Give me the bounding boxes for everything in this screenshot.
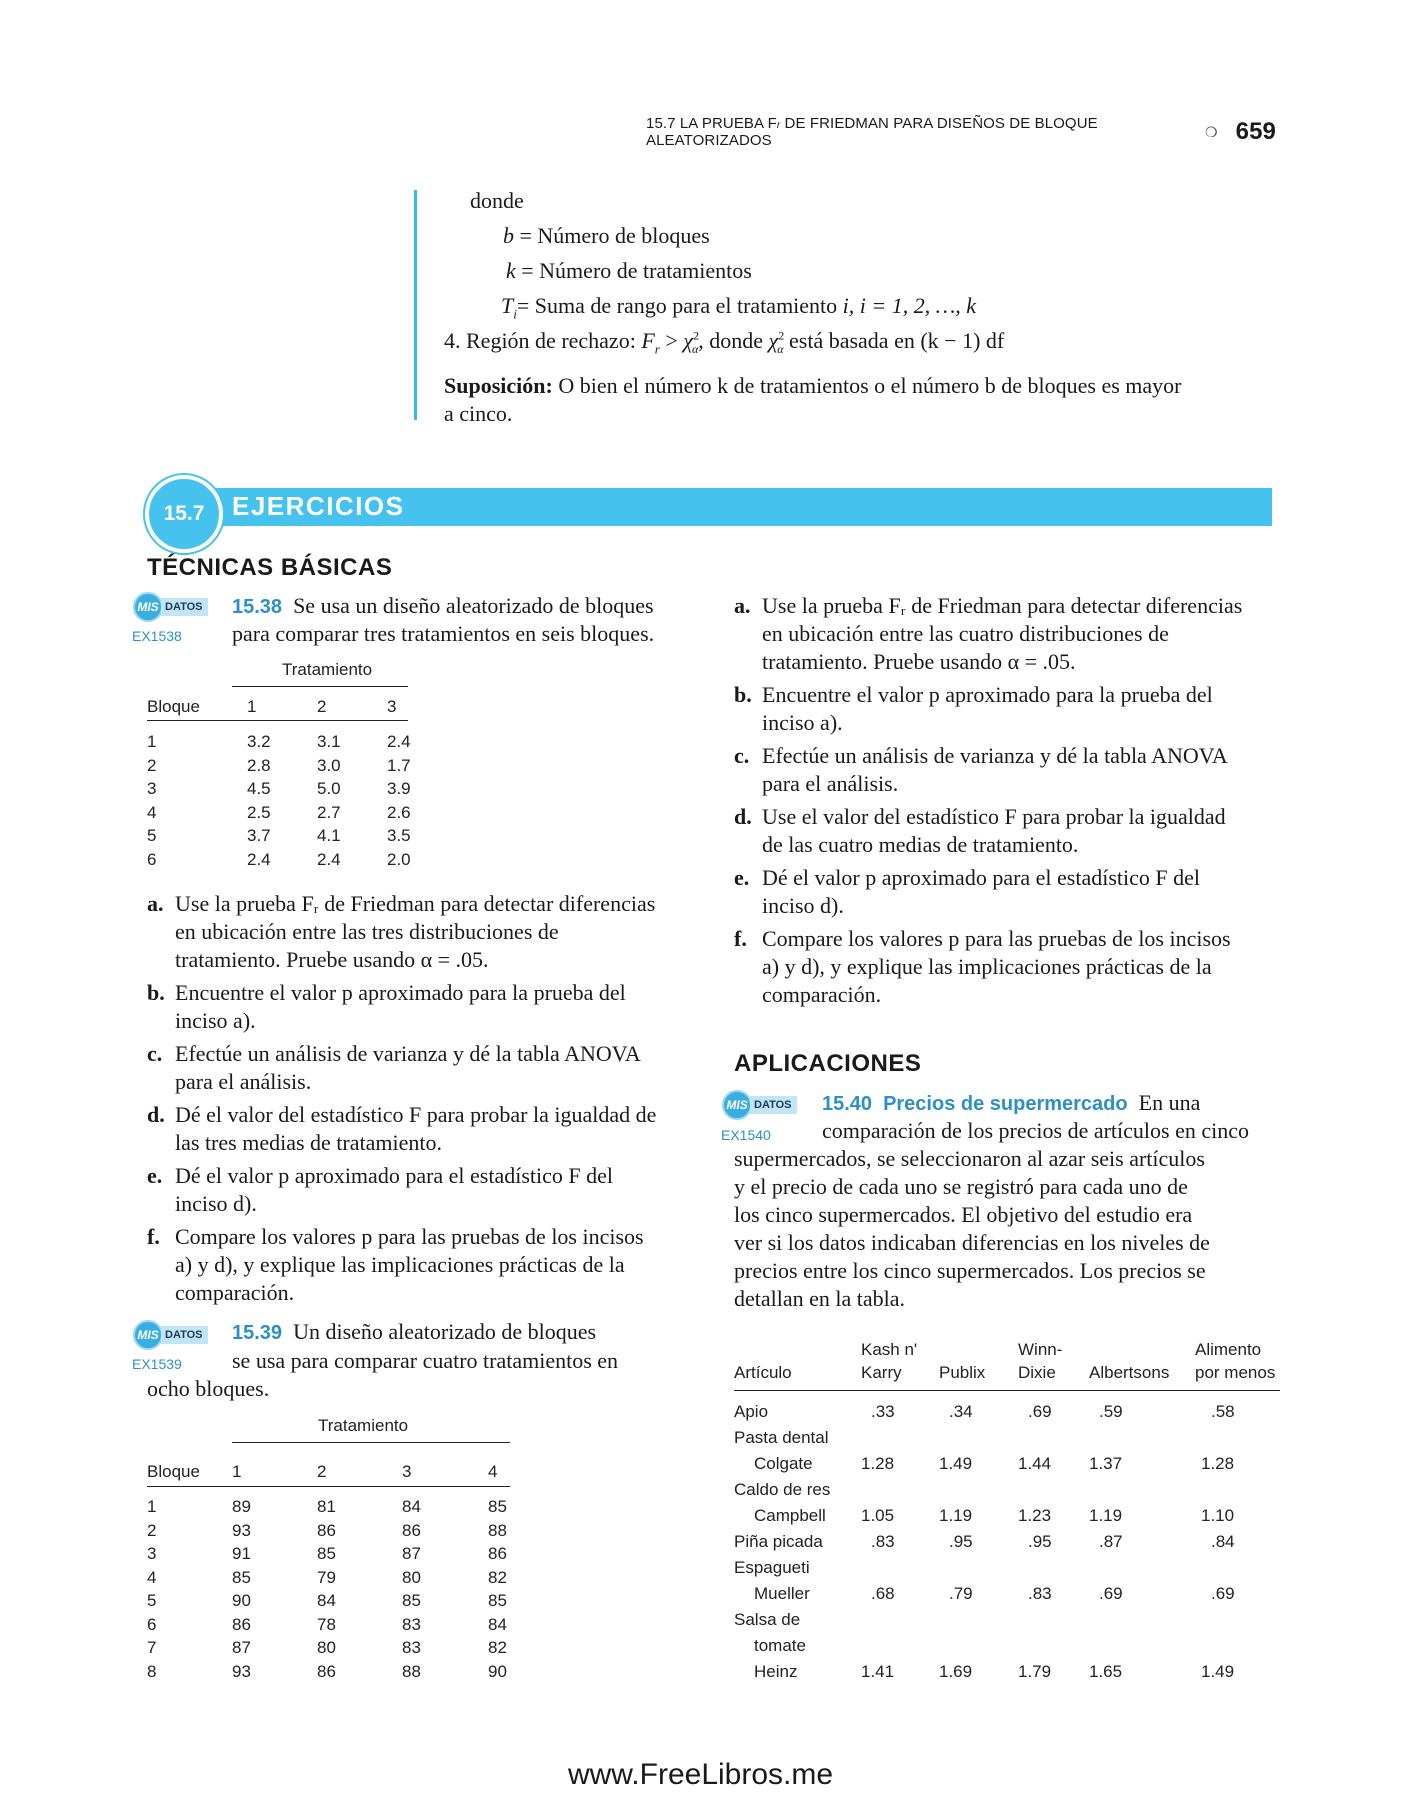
question-text: Compare los valores p para las pruebas de los incisos [762, 926, 1231, 951]
block-label: 5 [147, 1591, 157, 1610]
table-cell: .83 [871, 1532, 895, 1551]
item-label: Mueller [754, 1584, 810, 1603]
ex1539-line1: 15.39 Un diseño aleatorizado de bloques [232, 1319, 597, 1344]
table-cell: 91 [232, 1544, 251, 1563]
ex1540-line1: 15.40 Precios de supermercado En una [822, 1090, 1201, 1115]
treatment-header: 2 [317, 697, 327, 716]
block-label: 1 [147, 1497, 157, 1516]
question-text: Use el valor del estadístico F para probar la igualdad [762, 804, 1226, 829]
table-cell: 2.4 [247, 849, 271, 869]
ex1538-line1: 15.38 Se usa un diseño aleatorizado de bloques [232, 593, 654, 618]
heading-tecnicas: TÉCNICAS BÁSICAS [147, 554, 393, 581]
table-cell: 93 [232, 1520, 251, 1540]
treatment-header: 2 [317, 1462, 327, 1481]
table-cell: 1.49 [939, 1454, 973, 1473]
table-cell: 2.6 [387, 802, 411, 822]
table-cell: 90 [232, 1591, 251, 1610]
table-cell: 2.7 [317, 802, 341, 822]
mis-datos-badge [722, 1090, 797, 1120]
table-cell: 87 [232, 1638, 251, 1657]
question-text: a) y d), y explique las implicaciones prácticas de la [762, 954, 1212, 979]
ex1540-line: los cinco supermercados. El objetivo del estudio era [734, 1202, 1193, 1227]
table-cell: 1.28 [861, 1454, 895, 1473]
table-cell: 4.1 [317, 826, 341, 845]
table-cell: 1.41 [861, 1662, 895, 1681]
table-cell: 1.10 [1201, 1506, 1235, 1525]
table-cell: 1.7 [387, 755, 411, 775]
table-cell: 3.1 [317, 732, 341, 751]
block-label: 4 [147, 802, 157, 822]
question-text: Use la prueba Fᵣ de Friedman para detectar diferencias [175, 891, 656, 916]
table-cell: 2.4 [317, 849, 341, 869]
mis-icon: MIS [722, 1090, 752, 1120]
item-label: Piña picada [734, 1532, 823, 1551]
rule [232, 1442, 510, 1443]
treatment-header: 4 [488, 1462, 498, 1481]
donde-text: donde [470, 188, 524, 213]
table-cell: 86 [317, 1661, 336, 1681]
table-cell: 85 [488, 1497, 507, 1516]
question-label: b. [734, 682, 752, 707]
heading-aplicaciones: APLICACIONES [734, 1050, 922, 1077]
ex1539-line2: se usa para comparar cuatro tratamientos en [232, 1348, 619, 1373]
question-text: inciso d). [175, 1191, 257, 1216]
question-text: Encuentre el valor p aproximado para la prueba del [175, 980, 626, 1005]
ex1538-group-header: Tratamiento [282, 660, 373, 679]
question-label: e. [734, 865, 750, 890]
ex1539-line3: ocho bloques. [147, 1376, 270, 1401]
block-label: 8 [147, 1661, 157, 1681]
question-label: f. [734, 926, 747, 951]
table-cell: 82 [488, 1567, 507, 1587]
table-cell: 4.5 [247, 779, 271, 798]
def-b: b = Número de bloques [503, 223, 710, 248]
table-cell: 2.0 [387, 849, 411, 869]
question-label: e. [147, 1163, 163, 1188]
running-title: 15.7 LA PRUEBA Fr DE FRIEDMAN PARA DISEÑOS DE BLOQUE ALEATORIZADOS [646, 115, 1098, 149]
table-cell: 89 [232, 1497, 251, 1516]
ex1540-line: detallan en la tabla. [734, 1286, 906, 1311]
table-cell: 84 [488, 1614, 507, 1634]
table-cell: 82 [488, 1638, 507, 1657]
question-label: c. [147, 1041, 163, 1066]
table-cell: 79 [317, 1567, 336, 1587]
ex1539-group-header: Tratamiento [318, 1416, 409, 1435]
table-cell: 80 [402, 1567, 421, 1587]
table-cell: 86 [232, 1614, 251, 1634]
question-text: las tres medias de tratamiento. [175, 1130, 442, 1155]
item-label: tomate [754, 1636, 806, 1655]
ex1538-col-header: Bloque [147, 697, 200, 716]
table-cell: 1.19 [1089, 1506, 1123, 1525]
table-cell: 1.69 [939, 1662, 973, 1681]
table-cell: .69 [1099, 1584, 1123, 1603]
table-cell: 85 [488, 1591, 507, 1610]
table-cell: 1.44 [1018, 1454, 1052, 1473]
step4-rejection: 4. Región de rechazo: $F_r > \chi^2_\alpha$, donde $\chi^2_\alpha$ está basada en (k − 1) df [444, 328, 1005, 357]
question-text: Dé el valor p aproximado para el estadístico F del [762, 865, 1201, 890]
treatment-header: 1 [247, 697, 257, 716]
ex1538-code: EX1538 [132, 628, 182, 644]
question-text: a) y d), y explique las implicaciones prácticas de la [175, 1252, 625, 1277]
def-k: k = Número de tratamientos [506, 258, 752, 283]
question-label: d. [734, 804, 752, 829]
table-cell: 3.5 [387, 826, 411, 845]
question-text: para el análisis. [762, 771, 899, 796]
question-text: de las cuatro medias de tratamiento. [762, 832, 1079, 857]
table-cell: 2.5 [247, 802, 271, 822]
item-label: Caldo de res [734, 1480, 831, 1499]
column-header-line1: Winn- [1018, 1340, 1063, 1359]
table-cell: 1.23 [1018, 1506, 1052, 1525]
table-cell: 84 [402, 1497, 421, 1516]
table-cell: 1.49 [1201, 1662, 1235, 1681]
question-text: en ubicación entre las tres distribuciones de [175, 919, 559, 944]
block-label: 6 [147, 1614, 157, 1634]
column-header: Albertsons [1089, 1363, 1170, 1382]
question-text: inciso a). [175, 1008, 256, 1033]
question-label: a. [147, 891, 164, 916]
rule [232, 686, 408, 687]
table-cell: 3.0 [317, 755, 341, 775]
item-label: Apio [734, 1402, 769, 1421]
mis-icon: MIS [133, 592, 163, 622]
question-text: Efectúe un análisis de varianza y dé la tabla ANOVA [175, 1041, 641, 1066]
question-label: c. [734, 743, 750, 768]
item-label: Colgate [754, 1454, 813, 1473]
table-cell: 88 [488, 1520, 507, 1540]
block-label: 2 [147, 755, 157, 775]
table-cell: 1.28 [1201, 1454, 1235, 1473]
rule [734, 1390, 1280, 1391]
ex1540-code: EX1540 [721, 1127, 771, 1143]
table-cell: .69 [1028, 1402, 1052, 1421]
question-text: comparación. [762, 982, 882, 1007]
item-label: Heinz [754, 1662, 798, 1681]
table-cell: 2.8 [247, 755, 271, 775]
question-label: f. [147, 1224, 160, 1249]
column-header: por menos [1195, 1363, 1276, 1382]
table-cell: .95 [949, 1532, 973, 1551]
table-cell: 1.05 [861, 1506, 895, 1525]
rule [147, 720, 408, 721]
column-header: Publix [939, 1363, 986, 1382]
treatment-header: 3 [387, 697, 397, 716]
column-header: Artículo [734, 1363, 792, 1382]
table-cell: 3.7 [247, 826, 271, 845]
column-header: Dixie [1018, 1363, 1056, 1382]
question-text: inciso d). [762, 893, 844, 918]
ex1540-line: supermercados, se seleccionaron al azar seis artículos [734, 1146, 1205, 1171]
def-Ti: $T_i=$ Suma de rango para el tratamiento i, i = 1, 2, …, k [501, 293, 977, 322]
running-header [646, 115, 1276, 149]
ex1540-line: y el precio de cada uno se registró para cada uno de [734, 1174, 1188, 1199]
circle-bullet-icon: ❍ [1205, 123, 1218, 140]
table-cell: 2.4 [387, 732, 411, 751]
mis-datos-badge [133, 1320, 208, 1350]
ex1539-code: EX1539 [132, 1356, 182, 1372]
question-text: Encuentre el valor p aproximado para la prueba del [762, 682, 1213, 707]
table-cell: 86 [402, 1520, 421, 1540]
column-header-line1: Kash n' [861, 1340, 918, 1359]
table-cell: 3.2 [247, 732, 271, 751]
table-cell: 78 [317, 1614, 336, 1634]
table-cell: 1.65 [1089, 1662, 1123, 1681]
table-cell: .59 [1099, 1402, 1123, 1421]
section-number: 15.7 [163, 502, 205, 525]
mis-icon: MIS [133, 1320, 163, 1350]
table-cell: 90 [488, 1661, 507, 1681]
question-text: Use la prueba Fᵣ de Friedman para detectar diferencias [762, 593, 1243, 618]
treatment-header: 3 [402, 1462, 412, 1481]
item-label: Salsa de [734, 1610, 801, 1629]
block-label: 4 [147, 1567, 157, 1587]
block-label: 7 [147, 1638, 157, 1657]
column-header: Karry [861, 1363, 902, 1382]
table-cell: 85 [402, 1591, 421, 1610]
question-text: tratamiento. Pruebe usando α = .05. [762, 649, 1076, 674]
item-label: Espagueti [734, 1558, 810, 1577]
table-cell: .95 [1028, 1532, 1052, 1551]
table-cell: .69 [1211, 1584, 1235, 1603]
table-cell: 3.9 [387, 779, 411, 798]
block-label: 5 [147, 826, 157, 845]
table-cell: 1.19 [939, 1506, 973, 1525]
table-cell: 1.79 [1018, 1662, 1052, 1681]
block-label: 2 [147, 1520, 157, 1540]
ex1539-col-header: Bloque [147, 1462, 200, 1481]
table-cell: 81 [317, 1497, 336, 1516]
table-cell: 84 [317, 1591, 336, 1610]
table-cell: 80 [317, 1638, 336, 1657]
ex1538-line2: para comparar tres tratamientos en seis bloques. [232, 621, 655, 646]
question-label: b. [147, 980, 165, 1005]
table-cell: .68 [871, 1584, 895, 1603]
block-label: 1 [147, 732, 157, 751]
question-text: Efectúe un análisis de varianza y dé la tabla ANOVA [762, 743, 1228, 768]
ex1540-line: precios entre los cinco supermercados. Los precios se [734, 1258, 1206, 1283]
block-label: 3 [147, 1544, 157, 1563]
table-cell: 5.0 [317, 779, 341, 798]
table-cell: .34 [949, 1402, 973, 1421]
box-rule [414, 190, 417, 420]
question-text: Dé el valor p aproximado para el estadístico F del [175, 1163, 614, 1188]
question-text: Dé el valor del estadístico F para probar la igualdad de [175, 1102, 657, 1127]
question-label: a. [734, 593, 751, 618]
ex1540-line2: comparación de los precios de artículos en cinco [822, 1118, 1250, 1143]
table-cell: 87 [402, 1544, 421, 1563]
assumption-cont: a cinco. [444, 401, 513, 426]
table-cell: 86 [317, 1520, 336, 1540]
question-label: d. [147, 1102, 165, 1127]
item-label: Campbell [754, 1506, 826, 1525]
mis-datos-badge [133, 592, 208, 622]
block-label: 3 [147, 779, 157, 798]
table-cell: 83 [402, 1638, 421, 1657]
table-cell: 85 [232, 1567, 251, 1587]
table-cell: .79 [949, 1584, 973, 1603]
table-cell: 85 [317, 1544, 336, 1563]
table-cell: 88 [402, 1661, 421, 1681]
question-text: inciso a). [762, 710, 843, 735]
table-cell: .83 [1028, 1584, 1052, 1603]
column-header-line1: Alimento [1195, 1340, 1262, 1359]
question-text: tratamiento. Pruebe usando α = .05. [175, 947, 489, 972]
table-cell: .87 [1099, 1532, 1123, 1551]
question-text: Compare los valores p para las pruebas de los incisos [175, 1224, 644, 1249]
footer-url[interactable]: www.FreeLibros.me [567, 1758, 834, 1791]
block-label: 6 [147, 849, 157, 869]
datos-label: DATOS [161, 1326, 208, 1344]
question-text: en ubicación entre las cuatro distribuciones de [762, 621, 1169, 646]
table-cell: .58 [1211, 1402, 1235, 1421]
table-cell: 86 [488, 1544, 507, 1563]
table-cell: 93 [232, 1661, 251, 1681]
assumption: Suposición: O bien el número k de tratamientos o el número b de bloques es mayor [444, 373, 1182, 398]
datos-label: DATOS [750, 1096, 797, 1114]
section-title: EJERCICIOS [232, 491, 405, 521]
page-number: 659 [1235, 118, 1276, 145]
rule [147, 1486, 510, 1487]
treatment-header: 1 [232, 1462, 242, 1481]
table-cell: .33 [871, 1402, 895, 1421]
question-text: comparación. [175, 1280, 295, 1305]
table-cell: 1.37 [1089, 1454, 1123, 1473]
ex1540-line: ver si los datos indicaban diferencias en los niveles de [734, 1230, 1210, 1255]
table-cell: 83 [402, 1614, 421, 1634]
table-cell: .84 [1211, 1532, 1235, 1551]
item-label: Pasta dental [734, 1428, 829, 1447]
datos-label: DATOS [161, 598, 208, 616]
question-text: para el análisis. [175, 1069, 312, 1094]
